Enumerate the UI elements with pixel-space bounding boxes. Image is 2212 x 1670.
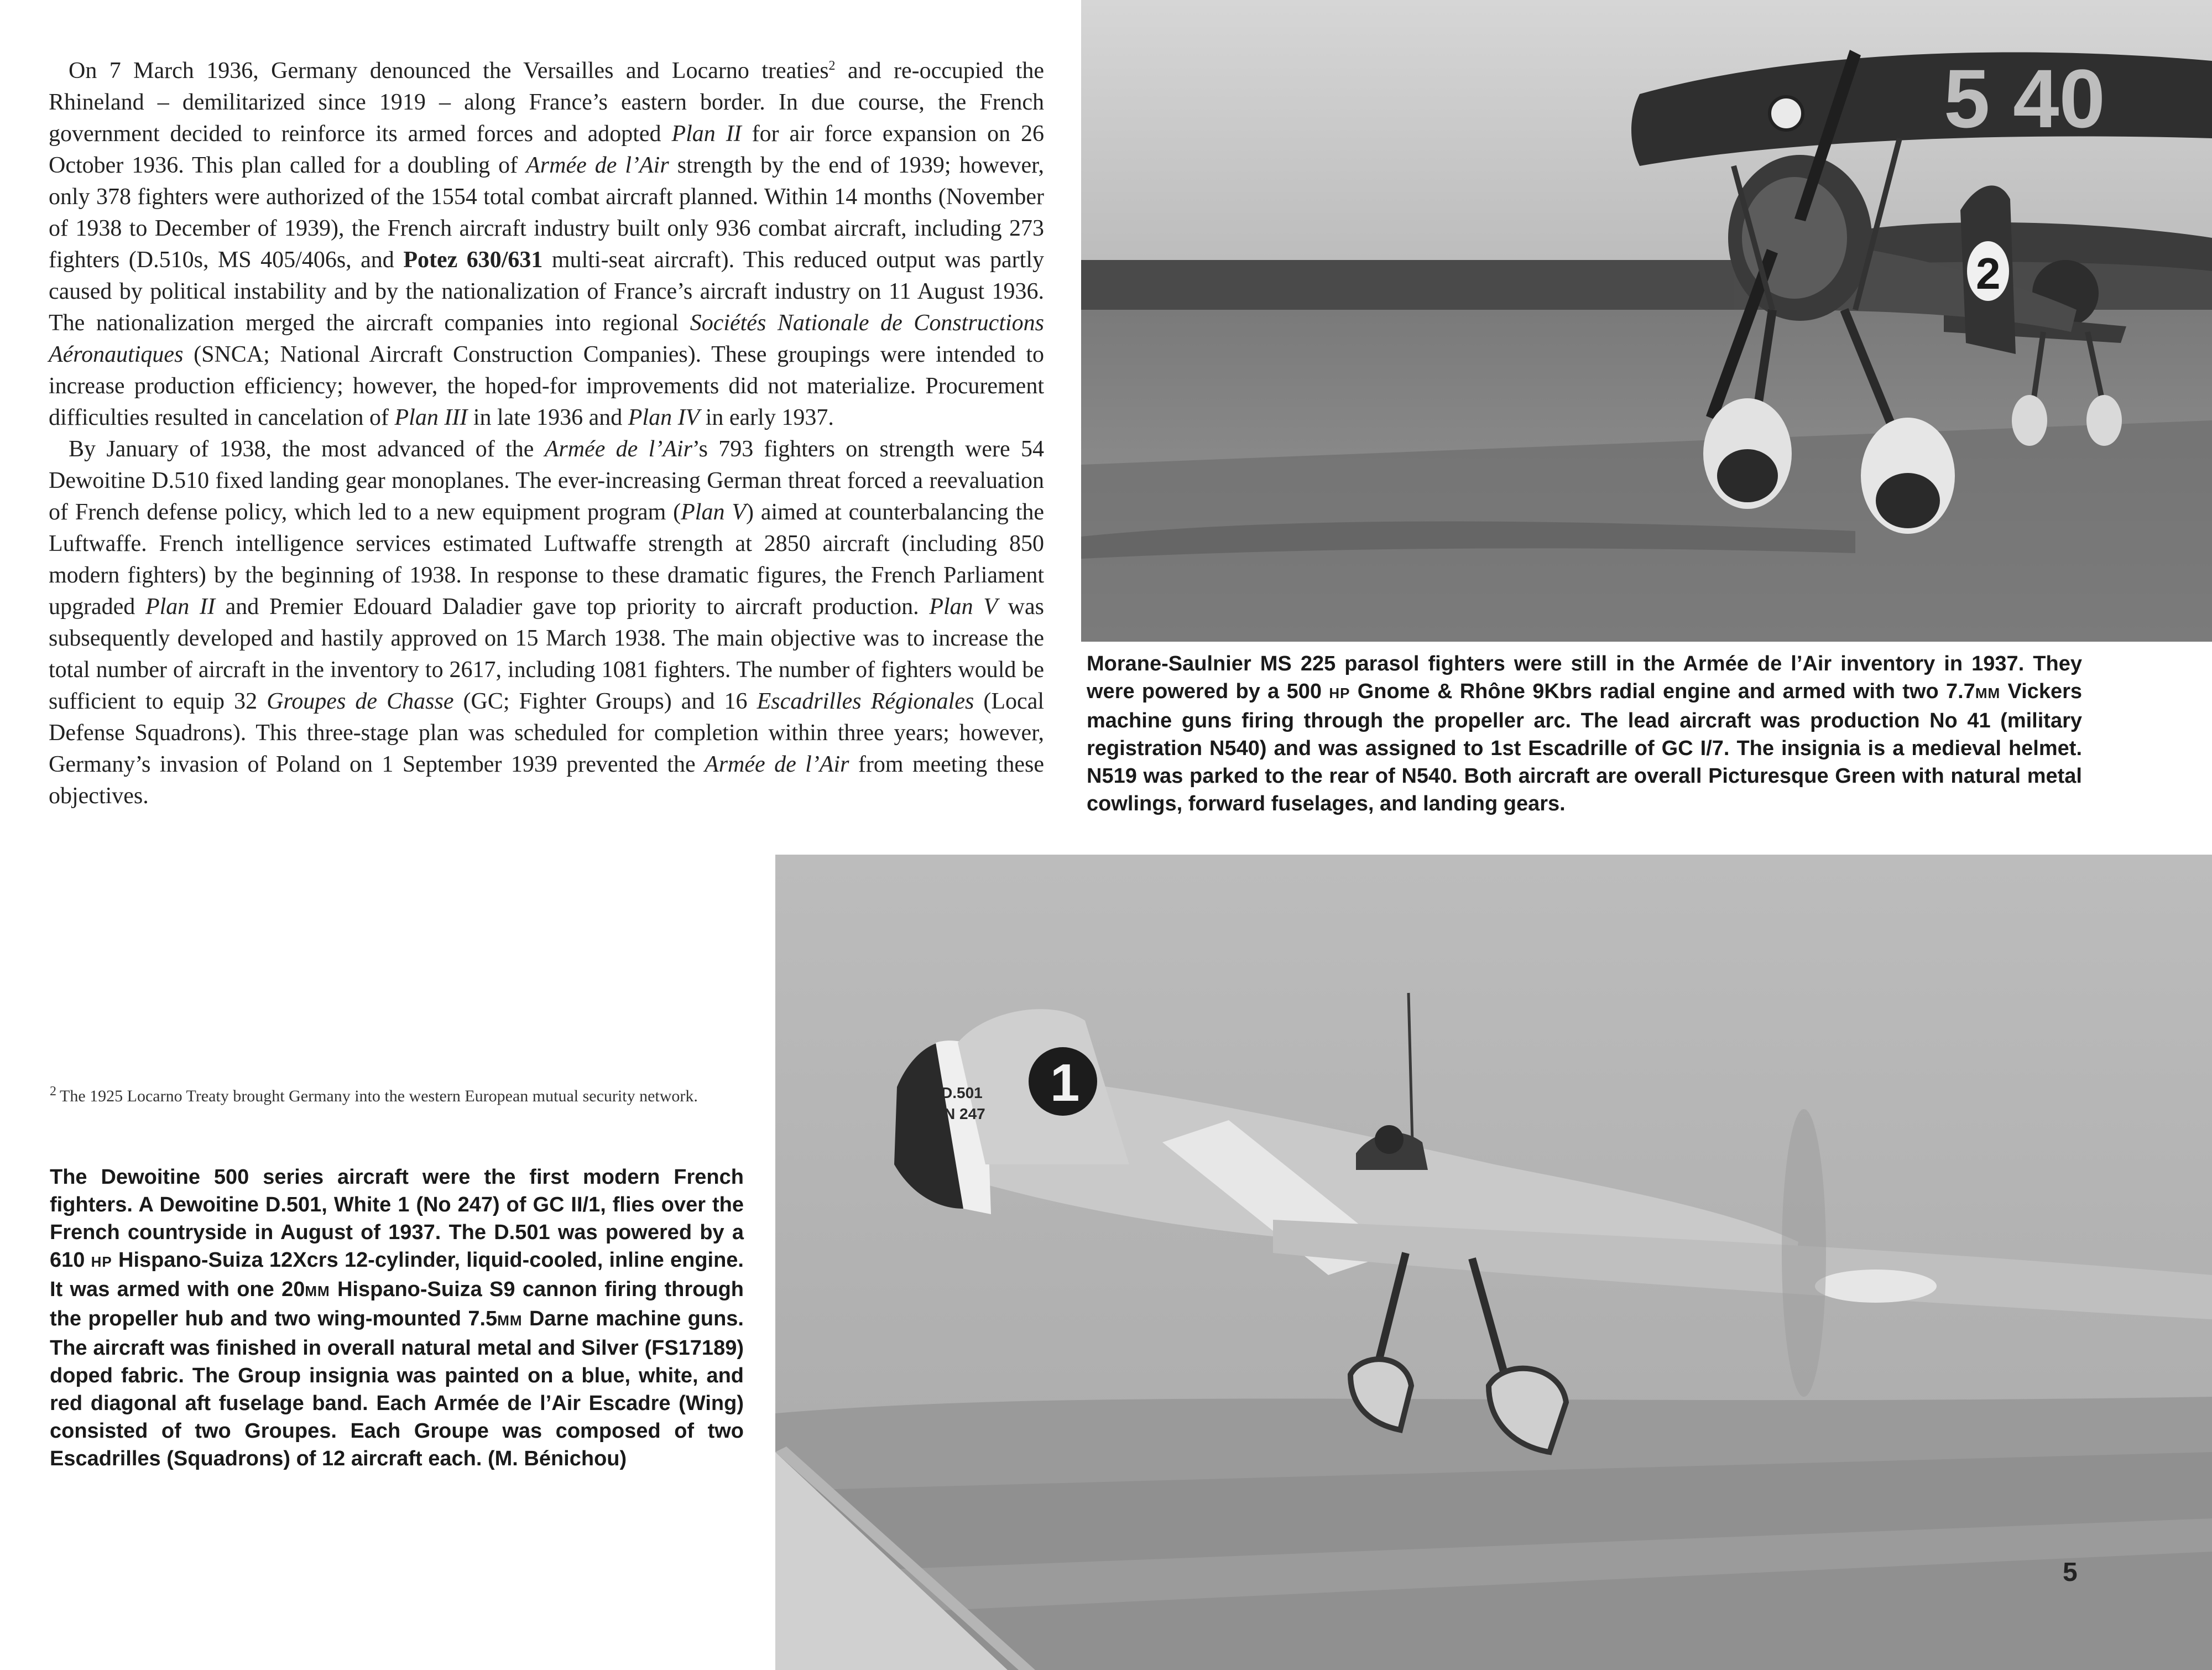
caption-dewoitine-d501 bbox=[50, 1163, 744, 1473]
unit-abbreviation: HP bbox=[91, 1253, 112, 1270]
text-run: On 7 March 1936, Germany denounced the Versailles and Locarno treaties bbox=[69, 58, 829, 84]
tail-number: 1 bbox=[1050, 1053, 1080, 1112]
italic-run: Plan V bbox=[929, 594, 998, 620]
text-run: Hispano-Suiza S9 cannon firing through the propeller hub and two wing-mounted 7.5 bbox=[50, 1278, 744, 1330]
page-number: 5 bbox=[2063, 1558, 2078, 1587]
text-run: ) aimed at counterbalancing the Luftwaffe. French intelligence services estimated Luftwaffe strength at 2850 aircraft (including 850 modern fighters) by the beginning of 1938. In response to these dramatic figures, the French Parliament upgraded bbox=[49, 500, 1044, 620]
text-run: Vickers machine guns firing through the propeller arc. The lead aircraft was production No 41 (military registration N540) and was assigned to 1st Escadrille of GC I/7. The insignia is a medieval helmet. N519 was parked to the rear of N540. Both aircraft are overall Picturesque Green with natural metal cowlings, forward fuselages, and landing gears. bbox=[1087, 680, 2083, 815]
italic-run: Sociétés Nationale de Constructions Aéronautiques bbox=[49, 310, 1044, 367]
text-run: for air force expansion on 26 October 1936. This plan called for a doubling of bbox=[49, 121, 1044, 178]
text-run: multi-seat aircraft). This reduced output was partly caused by political instability and by the nationalization of France’s aircraft industry on 11 August 1936. The nationalization merged the aircraft companies into regional bbox=[49, 247, 1044, 336]
italic-run: Plan II bbox=[145, 594, 215, 620]
text-run: from meeting these objectives. bbox=[49, 752, 1044, 809]
photo-d501-illustration bbox=[775, 855, 2212, 1670]
unit-abbreviation: MM bbox=[1975, 685, 2001, 701]
text-run: ’s 793 fighters on strength were 54 Dewoitine D.510 fixed landing gear monoplanes. The ever-increasing German threat forced a reevaluation of French defense policy, which led to a new equipment program ( bbox=[49, 436, 1044, 525]
caption-ms225 bbox=[1087, 650, 2082, 818]
italic-run: Groupes de Chasse bbox=[267, 689, 454, 714]
photo-ms225-parasol-fighters bbox=[1081, 0, 2212, 642]
footnote-reference: 2 bbox=[828, 59, 836, 73]
italic-run: Plan II bbox=[671, 121, 742, 147]
text-run: and Premier Edouard Daladier gave top priority to aircraft production. bbox=[215, 594, 930, 620]
fin-serial-1: D.501 bbox=[941, 1084, 983, 1101]
text-run: (Local Defense Squadrons). This three-stage plan was scheduled for completion within three years; however, Germany’s invasion of Poland on 1 September 1939 prevented the bbox=[49, 689, 1045, 777]
text-run: and re-occupied the Rhineland – demilitarized since 1919 – along France’s eastern border. In due course, the French government decided to reinforce its armed forces and adopted bbox=[49, 58, 1044, 147]
italic-run: Plan III bbox=[394, 405, 468, 430]
wing-marking: 5 40 bbox=[1944, 52, 2105, 145]
tail-number: 2 bbox=[1976, 249, 2001, 298]
unit-abbreviation: MM bbox=[305, 1283, 330, 1299]
text-run: in late 1936 and bbox=[467, 405, 628, 430]
paragraph-1 bbox=[49, 55, 1044, 434]
text-run: strength by the end of 1939; however, only 378 fighters were authorized of the 1554 total combat aircraft planned. Within 14 months (November of 1938 to December of 1939), the French aircraft industry built only 936 combat aircraft, including 273 fighters (D.510s, MS 405/406s, and bbox=[49, 153, 1044, 273]
paragraph-2 bbox=[49, 434, 1044, 812]
body-text bbox=[49, 55, 1044, 812]
text-run: (GC; Fighter Groups) and 16 bbox=[453, 689, 757, 714]
text-run: By January of 1938, the most advanced of the bbox=[69, 436, 545, 462]
italic-run: Plan IV bbox=[628, 405, 700, 430]
italic-run: Armée de l’Air bbox=[705, 752, 849, 777]
fin-serial-2: N 247 bbox=[944, 1105, 985, 1122]
text-run: The Dewoitine 500 series aircraft were the first modern French fighters. A Dewoitine D.501, White 1 (No 247) of GC II/1, flies over the French countryside in August of 1937. The D.501 was powered by a 610 bbox=[50, 1166, 744, 1272]
unit-abbreviation: MM bbox=[497, 1312, 523, 1329]
italic-run: Escadrilles Régionales bbox=[757, 689, 974, 714]
bold-run: Potez 630/631 bbox=[403, 247, 543, 273]
text-run: was subsequently developed and hastily approved on 15 March 1938. The main objective was to increase the total number of aircraft in the inventory to 2617, including 1081 fighters. The number of fighters would be sufficient to equip 32 bbox=[49, 594, 1044, 714]
text-run: Morane-Saulnier MS 225 parasol fighters were still in the Armée de l’Air inventory in 1937. They were powered by a 500 bbox=[1087, 652, 2082, 703]
footnote-text: The 1925 Locarno Treaty brought Germany into the western European mutual security network. bbox=[60, 1087, 698, 1105]
photo-ms225-illustration bbox=[1081, 0, 2212, 642]
text-run: in early 1937. bbox=[700, 405, 834, 430]
italic-run: Plan V bbox=[681, 500, 747, 525]
text-run: Hispano-Suiza 12Xcrs 12-cylinder, liquid-cooled, inline engine. It was armed with one 20 bbox=[50, 1248, 744, 1301]
italic-run: Armée de l’Air bbox=[526, 153, 669, 178]
text-run: (SNCA; National Aircraft Construction Companies). These groupings were intended to increase production efficiency; however, the hoped-for improvements did not materialize. Procurement difficulties resulted in cancelation of bbox=[49, 342, 1044, 430]
italic-run: Armée de l’Air bbox=[544, 436, 692, 462]
text-run: Gnome & Rhône 9Kbrs radial engine and armed with two 7.7 bbox=[1350, 680, 1975, 703]
footnote-mark: 2 bbox=[50, 1084, 56, 1099]
photo-dewoitine-d501 bbox=[775, 855, 2212, 1670]
footnote bbox=[50, 1085, 744, 1107]
text-run: Darne machine guns. The aircraft was finished in overall natural metal and Silver (FS17189) doped fabric. The Group insignia was painted on a blue, white, and red diagonal aft fuselage band. Each Armée de l’Air Escadre (Wing) consisted of two Groupes. Each Groupe was composed of two Escadrilles (Squadrons) of 12 aircraft each. (M. Bénichou) bbox=[50, 1307, 744, 1470]
unit-abbreviation: HP bbox=[1329, 685, 1350, 701]
